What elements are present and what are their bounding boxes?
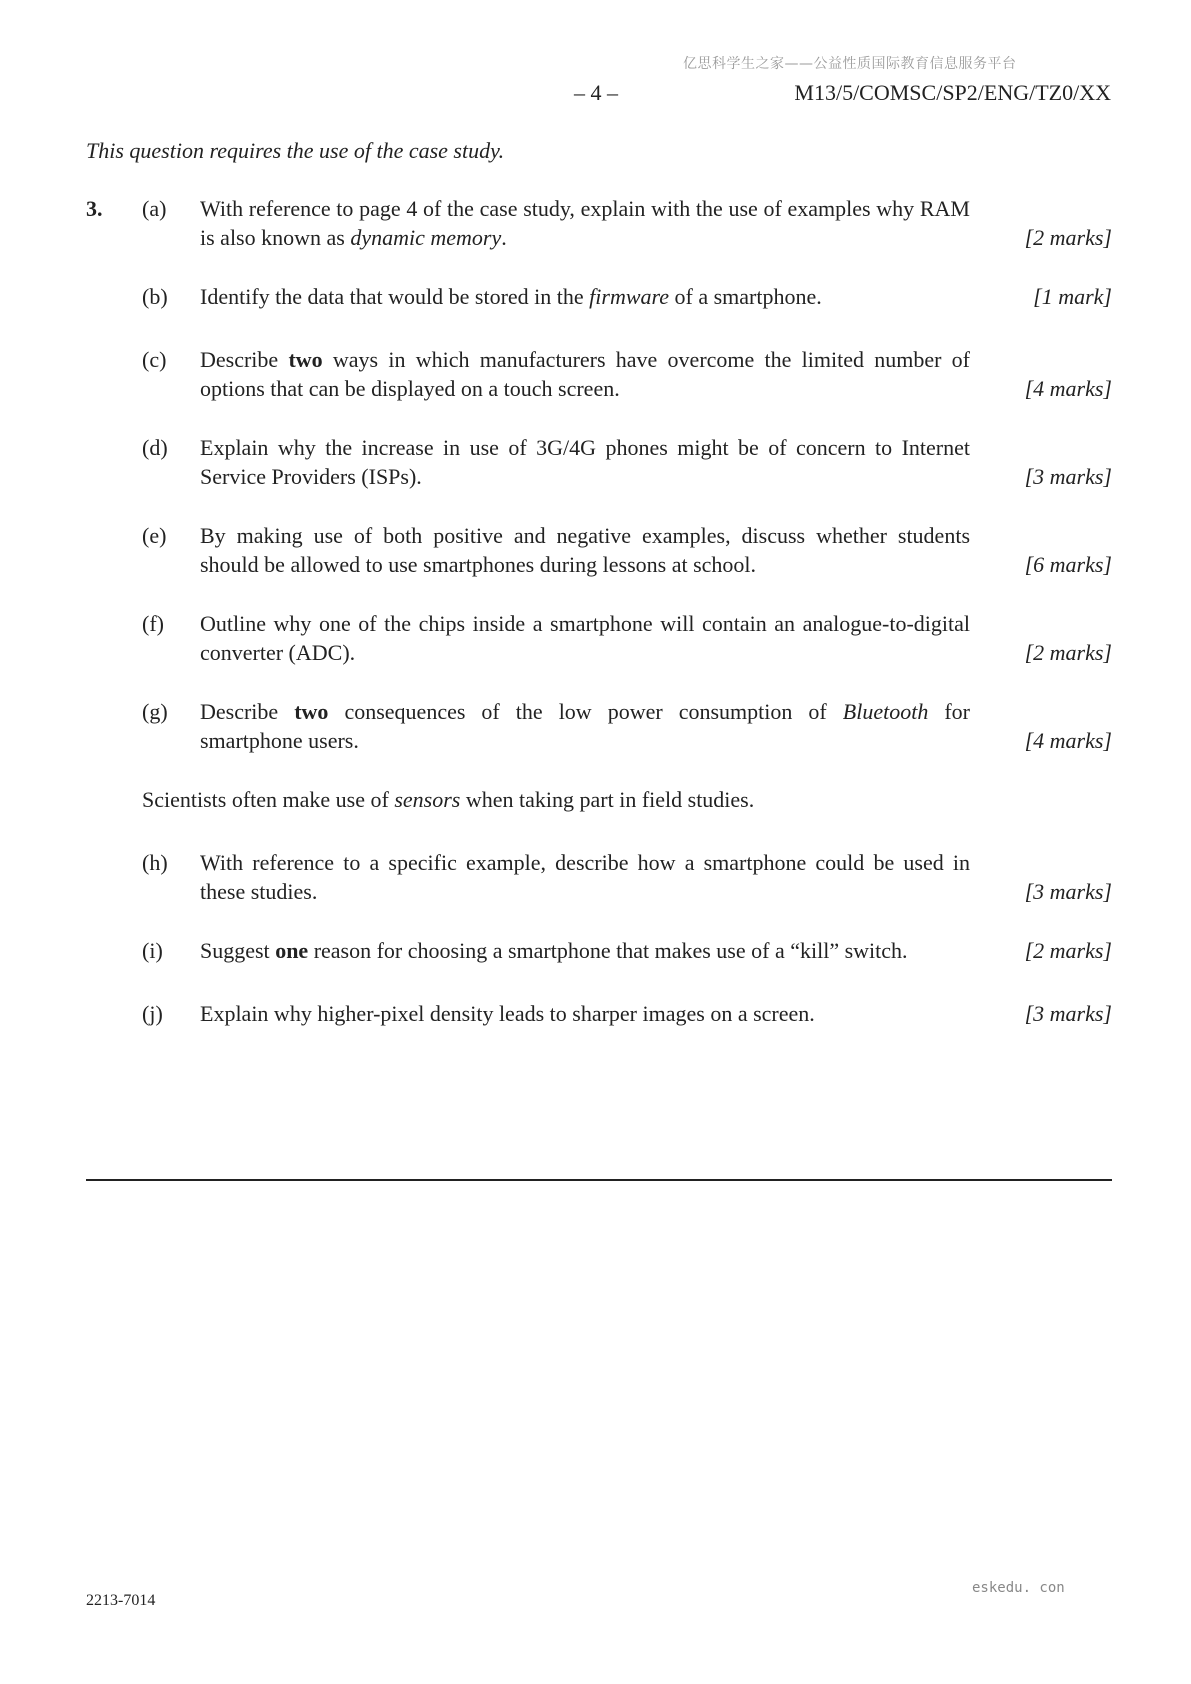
marks: [2 marks] xyxy=(1024,938,1112,963)
question-3 xyxy=(86,194,1112,1028)
end-rule xyxy=(86,1179,1112,1181)
header-watermark: 亿思科学生之家——公益性质国际教育信息服务平台 xyxy=(683,56,1017,72)
part-i xyxy=(142,936,1112,965)
part-label: (e) xyxy=(142,523,167,548)
part-text: Identify the data that would be stored in the firmware of a smartphone. xyxy=(200,284,822,309)
part-h xyxy=(142,848,1112,906)
paper-code: M13/5/COMSC/SP2/ENG/TZ0/XX xyxy=(794,80,1111,105)
part-label: (a) xyxy=(142,196,167,221)
part-j xyxy=(142,999,1112,1028)
part-text: Suggest one reason for choosing a smartphone that makes use of a “kill” switch. xyxy=(200,938,908,963)
marks: [4 marks] xyxy=(1024,728,1112,753)
marks: [2 marks] xyxy=(1024,225,1112,250)
part-text: Explain why the increase in use of 3G/4G phones might be of concern to Internet Service Providers (ISPs). xyxy=(200,435,970,489)
part-label: (d) xyxy=(142,435,168,460)
part-a xyxy=(142,194,1112,252)
intro-instruction: This question requires the use of the case study. xyxy=(86,138,505,163)
part-text: Describe two consequences of the low power consumption of Bluetooth for smartphone users. xyxy=(200,699,971,753)
part-text: Describe two ways in which manufacturers have overcome the limited number of options that can be displayed on a touch screen. xyxy=(200,347,970,401)
footer-watermark: eskedu. con xyxy=(972,1580,1065,1596)
part-label: (g) xyxy=(142,699,168,724)
question-stem: Scientists often make use of sensors when taking part in field studies. xyxy=(142,787,755,812)
part-text: With reference to page 4 of the case study, explain with the use of examples why RAM is also known as dynamic memory. xyxy=(200,196,970,250)
part-f xyxy=(142,609,1112,667)
part-label: (b) xyxy=(142,284,168,309)
part-label: (h) xyxy=(142,850,168,875)
part-g xyxy=(142,697,1112,755)
part-c xyxy=(142,345,1112,403)
marks: [3 marks] xyxy=(1024,464,1112,489)
part-label: (j) xyxy=(142,1001,163,1026)
part-text: With reference to a specific example, describe how a smartphone could be used in these studies. xyxy=(200,850,970,904)
page-number: – 4 – xyxy=(574,80,618,105)
part-label: (i) xyxy=(142,938,163,963)
marks: [6 marks] xyxy=(1024,552,1112,577)
part-text: Explain why higher-pixel density leads to sharper images on a screen. xyxy=(200,1001,815,1026)
question-number: 3. xyxy=(86,196,103,221)
marks: [3 marks] xyxy=(1024,879,1112,904)
footer-code: 2213-7014 xyxy=(86,1592,156,1609)
part-text: By making use of both positive and negative examples, discuss whether students should be allowed to use smartphones during lessons at school. xyxy=(200,523,970,577)
marks: [1 mark] xyxy=(1033,284,1112,309)
part-label: (c) xyxy=(142,347,167,372)
part-b xyxy=(142,282,1112,311)
marks: [3 marks] xyxy=(1024,1001,1112,1026)
part-label: (f) xyxy=(142,611,164,636)
part-d xyxy=(142,433,1112,491)
marks: [4 marks] xyxy=(1024,376,1112,401)
part-e xyxy=(142,521,1112,579)
part-text: Outline why one of the chips inside a smartphone will contain an analogue-to-digital converter (ADC). xyxy=(200,611,970,665)
marks: [2 marks] xyxy=(1024,640,1112,665)
